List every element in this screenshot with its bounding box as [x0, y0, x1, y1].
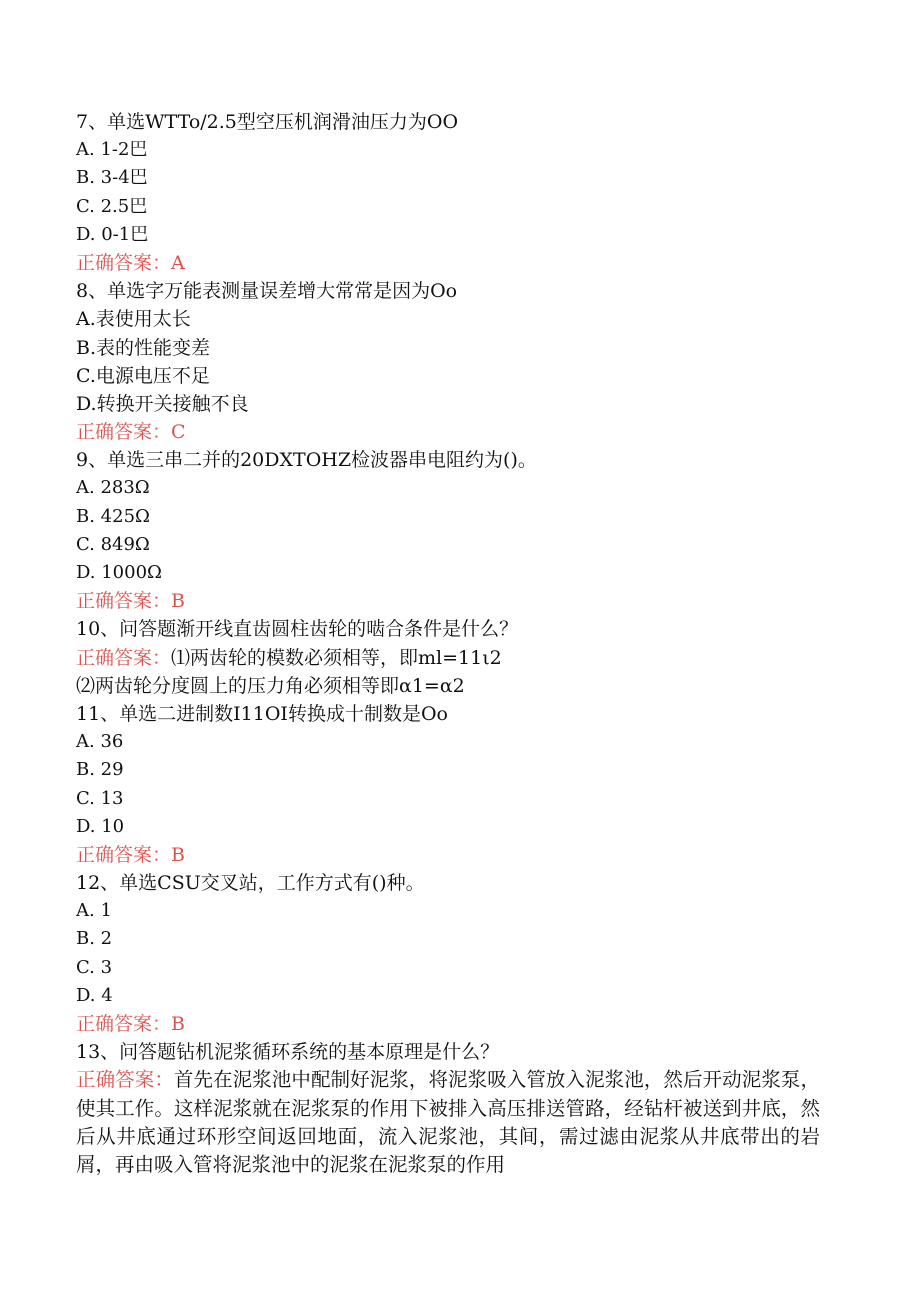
question-stem: 8、单选字万能表测量误差增大常常是因为Oo [76, 280, 458, 303]
answer-row [76, 249, 860, 277]
question-stem: 7、单选WTTo/2.5型空压机润滑油压力为OO [76, 111, 459, 133]
option-b: B.表的性能变差 [76, 336, 211, 359]
answer-value: B [171, 843, 185, 866]
option-d: D. 1000Ω [76, 562, 162, 583]
option-a: A. 1 [76, 900, 112, 922]
option-d: D. 0-1巴 [76, 223, 149, 245]
option-a: A.表使用太长 [76, 308, 191, 331]
option-c: C.电源电压不足 [76, 364, 210, 387]
question-stem: 13、问答题钻机泥浆循环系统的基本原理是什么？ [76, 1041, 500, 1064]
option-d: D. 10 [76, 815, 125, 837]
option-b: B. 2 [76, 928, 113, 950]
option-b: B. 425Ω [76, 505, 150, 527]
answer-label: 正确答案： [76, 843, 172, 866]
answer-row [76, 418, 860, 446]
answer-value: B [171, 1013, 185, 1035]
answer-row [76, 841, 860, 869]
answer-text: 首先在泥浆池中配制好泥浆，将泥浆吸入管放入泥浆池，然后开动泥浆泵，使其工作。这样泥浆就在泥浆泵的作用下被排入高压排送管路，经钻杆被送到井底，然后从井底通过环形空间返回地面，流入泥浆池，其间，需过滤由泥浆从井底带出的岩屑，再由吸入管将泥浆池中的泥浆在泥浆泵的作用 [76, 1068, 820, 1176]
answer-value: B [171, 590, 185, 613]
answer-label: 正确答案： [76, 1068, 174, 1092]
question-stem: 10、问答题渐开线直齿圆柱齿轮的啮合条件是什么？ [76, 618, 519, 641]
answer-value: A [171, 251, 185, 274]
answer-row [76, 1010, 860, 1038]
option-b: B. 29 [76, 759, 124, 781]
option-c: C. 849Ω [76, 533, 150, 555]
answer-text-line-2: ⑵两齿轮分度圆上的压力角必须相等即α1=α2 [76, 674, 465, 697]
option-c: C. 3 [76, 956, 113, 978]
option-d: D.转换开关接触不良 [76, 392, 249, 415]
answer-row [76, 587, 860, 615]
answer-label: 正确答案： [76, 421, 172, 444]
answer-label: 正确答案： [76, 1013, 172, 1035]
option-b: B. 3-4巴 [76, 167, 148, 189]
question-stem: 9、单选三串二并的20DXTOHZ检波器串电阻约为()。 [76, 449, 537, 472]
answer-label: 正确答案： [76, 646, 172, 669]
answer-row [76, 644, 860, 672]
answer-paragraph [76, 1066, 820, 1179]
answer-label: 正确答案： [76, 251, 172, 274]
option-a: A. 36 [76, 731, 124, 753]
answer-label: 正确答案： [76, 590, 172, 613]
option-c: C. 2.5巴 [76, 195, 148, 217]
question-stem: 12、单选CSU交叉站，工作方式有()种。 [76, 872, 425, 895]
question-stem: 11、单选二进制数I11OI转换成十制数是Oo [76, 702, 448, 725]
answer-value: C [171, 421, 186, 444]
option-a: A. 283Ω [76, 477, 150, 499]
option-d: D. 4 [76, 984, 113, 1006]
option-c: C. 13 [76, 787, 124, 809]
option-a: A. 1-2巴 [76, 139, 148, 161]
answer-text-line-1: ⑴两齿轮的模数必须相等，即ml=11ι2 [171, 646, 502, 669]
